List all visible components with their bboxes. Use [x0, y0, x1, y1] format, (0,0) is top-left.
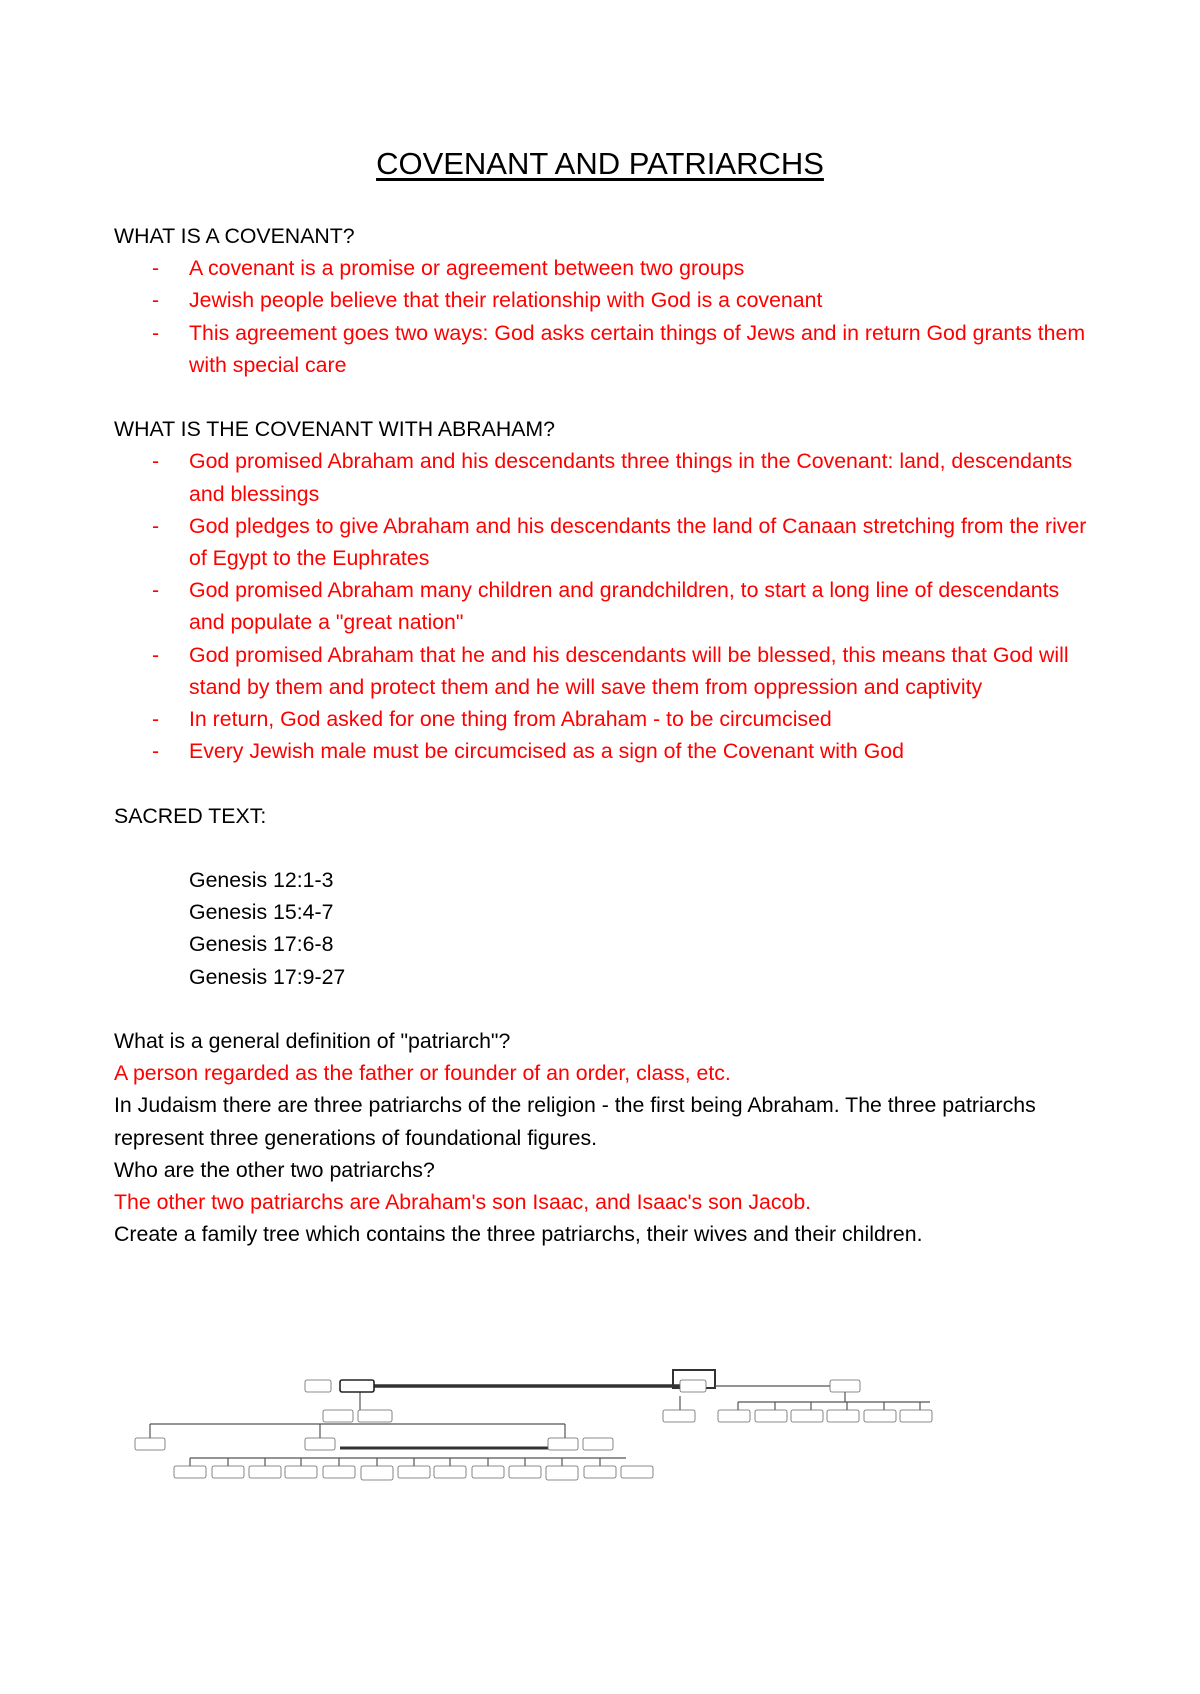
- family-tree-task: Create a family tree which contains the three patriarchs, their wives and their children.: [114, 1222, 923, 1247]
- answer-other-patriarchs: The other two patriarchs are Abraham's son Isaac, and Isaac's son Jacob.: [114, 1190, 812, 1215]
- list-item: - A covenant is a promise or agreement between two groups: [152, 256, 745, 281]
- scripture-ref: Genesis 17:6-8: [189, 932, 334, 957]
- question-patriarch-definition: What is a general definition of "patriarch"?: [114, 1029, 511, 1054]
- list-item: - In return, God asked for one thing from Abraham - to be circumcised: [152, 707, 832, 732]
- answer-patriarch-definition: A person regarded as the father or founder of an order, class, etc.: [114, 1061, 731, 1086]
- patriarchs-explanation: In Judaism there are three patriarchs of the religion - the first being Abraham. The three patriarchs represent three generations of foundational figures.: [114, 1093, 1036, 1150]
- list-item: - Every Jewish male must be circumcised as a sign of the Covenant with God: [152, 739, 904, 764]
- section-heading-abraham: WHAT IS THE COVENANT WITH ABRAHAM?: [114, 417, 555, 442]
- list-item: - God promised Abraham and his descendants three things in the Covenant: land, descendants and blessings: [152, 449, 1073, 506]
- section-heading-covenant: WHAT IS A COVENANT?: [114, 224, 355, 248]
- list-item: - This agreement goes two ways: God asks certain things of Jews and in return God grants them with special care: [152, 320, 1086, 377]
- scripture-ref: Genesis 15:4-7: [189, 900, 334, 925]
- list-item: - God promised Abraham many children and grandchildren, to start a long line of descendants and populate a "great nation": [152, 578, 1060, 635]
- question-other-patriarchs: Who are the other two patriarchs?: [114, 1157, 435, 1182]
- scripture-ref: Genesis 12:1-3: [189, 868, 334, 893]
- document-body: [114, 220, 1114, 1250]
- list-item: - Jewish people believe that their relationship with God is a covenant: [152, 288, 823, 313]
- scripture-ref: Genesis 17:9-27: [189, 964, 346, 989]
- list-item: - God pledges to give Abraham and his descendants the land of Canaan stretching from the river of Egypt to the Euphrates: [152, 513, 1087, 571]
- page-title: COVENANT AND PATRIARCHS: [376, 146, 824, 181]
- section-heading-sacred-text: SACRED TEXT:: [114, 803, 267, 828]
- list-item: - God promised Abraham that he and his descendants will be blessed, this means that God will stand by them and protect them and he will save them from oppression and captivity: [152, 642, 1069, 699]
- family-tree-diagram: [0, 1340, 1200, 1500]
